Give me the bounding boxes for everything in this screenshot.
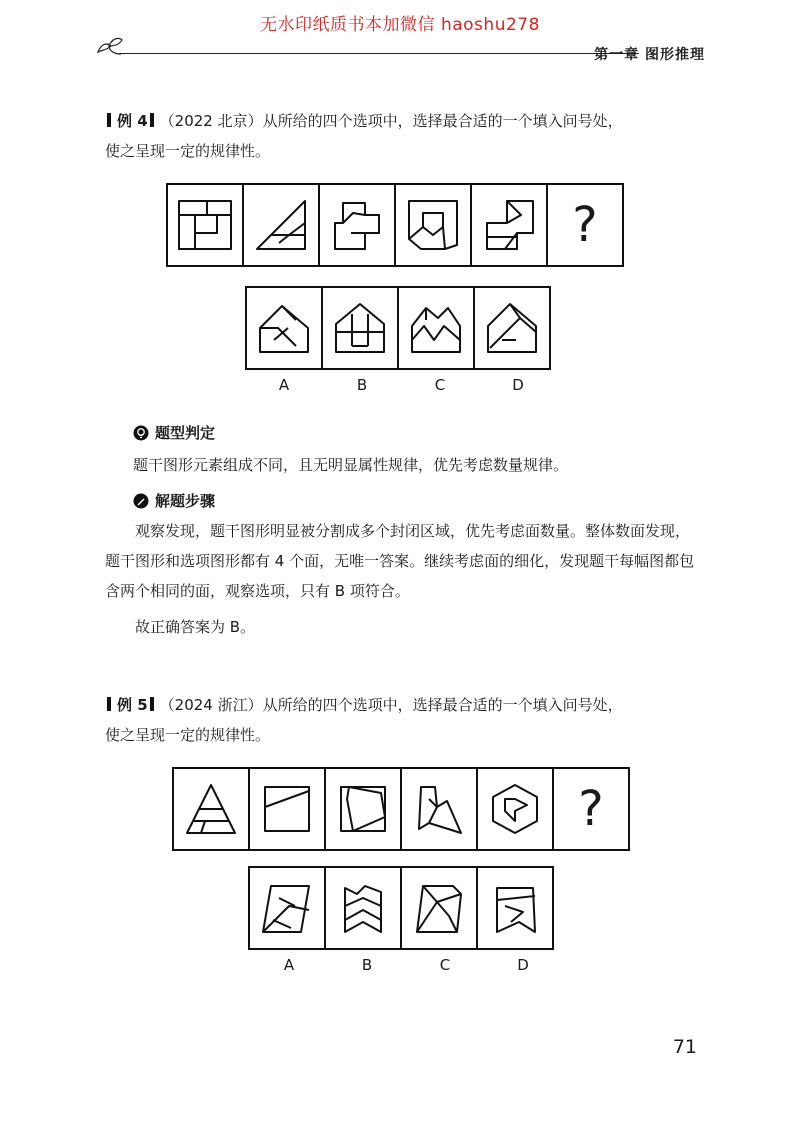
example5-options-row [248,866,554,950]
example4-option-b-figure[interactable] [323,288,399,368]
example4-stem-figure-2 [244,185,320,265]
example4-question-line2: 使之呈现一定的规律性。 [105,142,271,160]
example5-source: （2024 浙江） [159,696,263,714]
example4-option-labels [245,376,557,394]
section-type-judgement: 题型判定 [133,422,215,443]
example5-stem-figure-2 [250,769,326,849]
option-label-d: D [512,376,524,394]
example5-question-line2: 使之呈现一定的规律性。 [105,726,271,744]
example5-stem-figure-3 [326,769,402,849]
example4-question-line1: 从所给的四个选项中，选择最合适的一个填入问号处， [262,112,623,130]
example4-option-c-figure[interactable] [399,288,475,368]
lightbulb-icon [133,425,149,441]
pencil-icon [133,493,149,509]
example4-question-cell [548,185,622,265]
chapter-header [95,32,705,72]
section-type-text: 题干图形元素组成不同，且无明显属性规律，优先考虑数量规律。 [133,456,569,474]
example4-stem-row [166,183,624,267]
question-mark: ? [578,781,604,837]
option-label-a: A [283,956,295,974]
example4-stem-figure-4 [396,185,472,265]
example5-option-labels [250,956,562,974]
example5-option-d-figure[interactable] [478,868,552,948]
section-solution-steps: 解题步骤 [133,490,215,511]
leaf-ornament-icon [95,32,125,60]
example5-stem-figure-5 [478,769,554,849]
option-label-b: B [356,376,368,394]
header-rule [119,53,639,54]
example5-option-c-figure[interactable] [402,868,478,948]
example5-stem-figure-1 [174,769,250,849]
example5-label: 例 5 [105,696,160,714]
example4-question [105,106,695,166]
option-label-b: B [361,956,373,974]
example4-option-a-figure[interactable] [247,288,323,368]
example5-question-cell [554,769,628,849]
example5-question-line1: 从所给的四个选项中，选择最合适的一个填入问号处， [262,696,623,714]
example4-option-d-figure[interactable] [475,288,549,368]
option-label-c: C [439,956,451,974]
option-label-a: A [278,376,290,394]
example5-stem-figure-4 [402,769,478,849]
example4-stem-figure-5 [472,185,548,265]
question-mark: ? [572,197,598,253]
example5-option-a-figure[interactable] [250,868,326,948]
example5-option-b-figure[interactable] [326,868,402,948]
option-label-d: D [517,956,529,974]
watermark: 无水印纸质书本加微信 haoshu278 [260,15,540,35]
example4-label: 例 4 [105,112,160,130]
example5-question [105,690,695,750]
page-number: 71 [672,1036,697,1058]
example4-options-row [245,286,551,370]
example4-stem-figure-1 [168,185,244,265]
solution-text: 观察发现，题干图形明显被分割成多个封闭区域，优先考虑面数量。整体数面发现，题干图形和选项图形都有 4 个面，无唯一答案。继续考虑面的细化，发现题干每幅图都包含两个相同的面，观察选项，只有 B 项符合。 故正确答案为 B。 [105,522,695,636]
chapter-title: 第一章 图形推理 [594,47,705,63]
example5-stem-row [172,767,630,851]
example4-stem-figure-3 [320,185,396,265]
option-label-c: C [434,376,446,394]
example4-source: （2022 北京） [159,112,263,130]
